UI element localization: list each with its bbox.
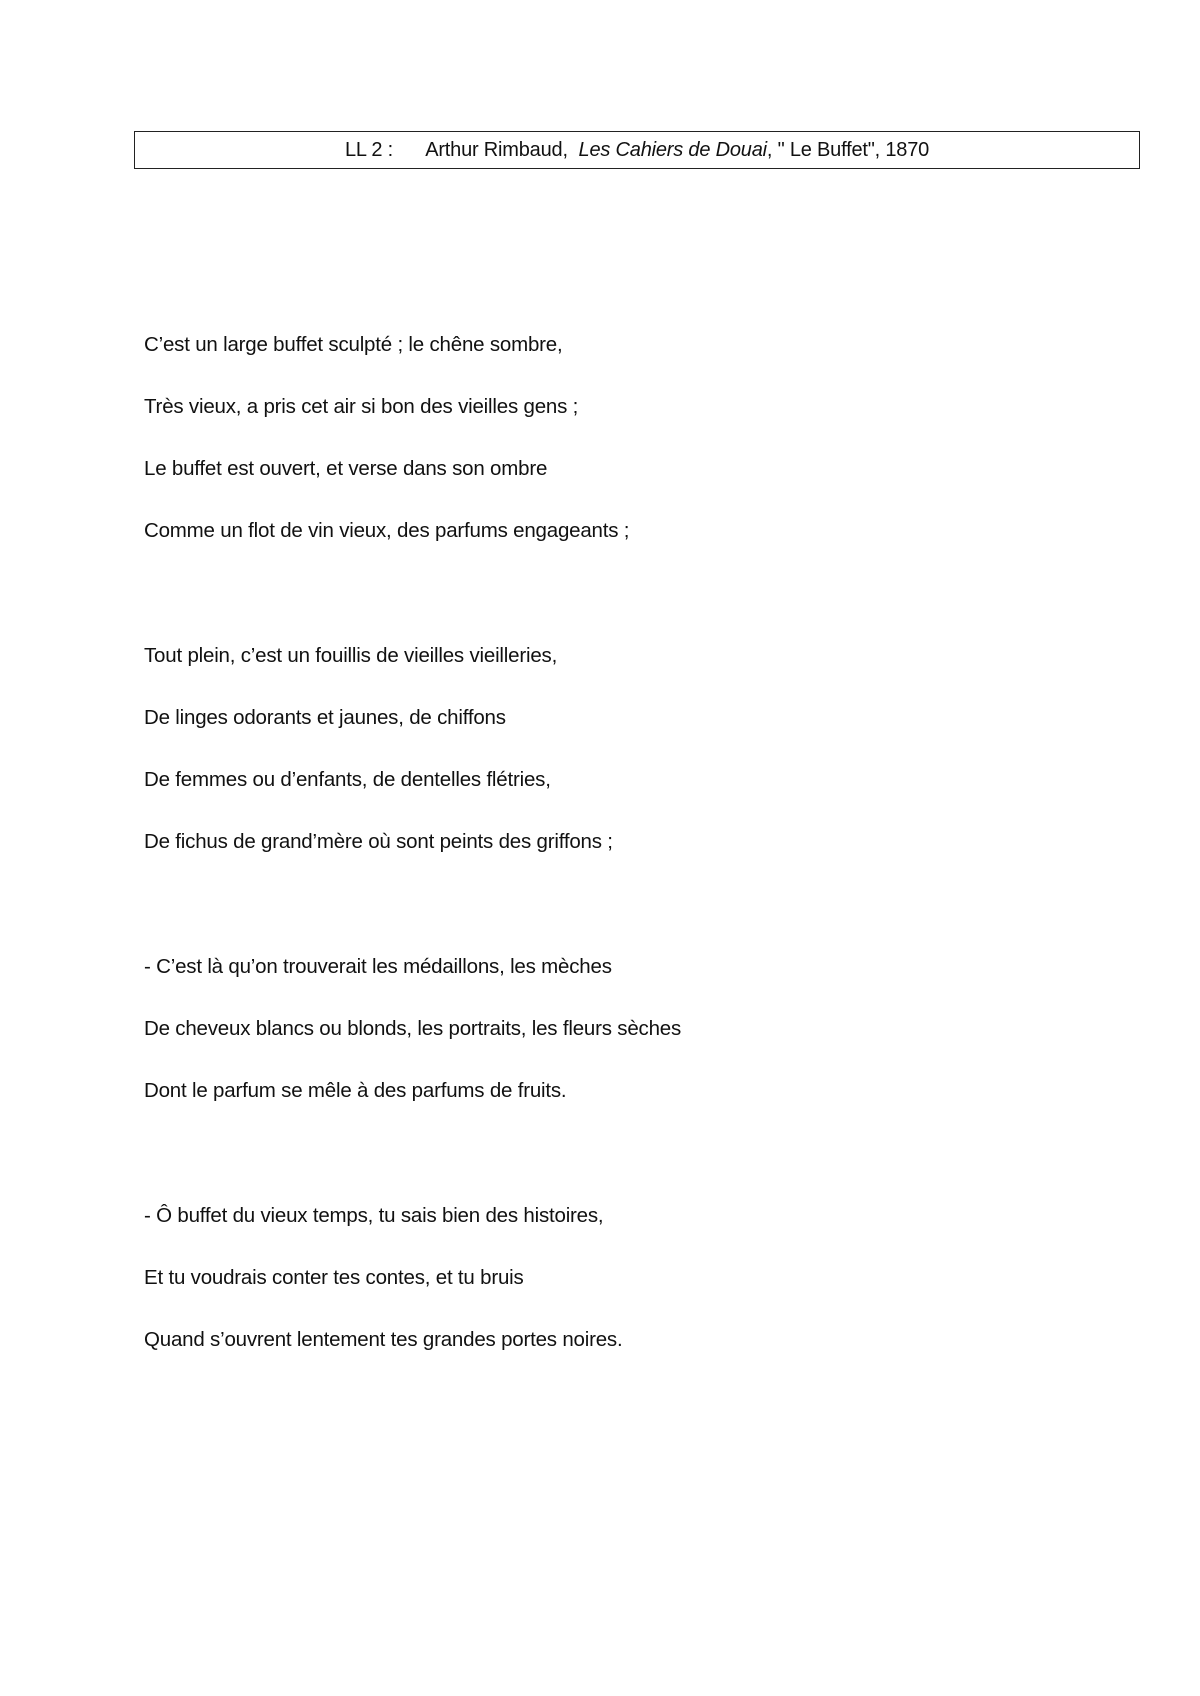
poem-line: De cheveux blancs ou blonds, les portraits, les fleurs sèches [144,1017,682,1040]
poem-line: De femmes ou d’enfants, de dentelles flétries, [144,768,551,791]
poem-line: - C’est là qu’on trouverait les médaillons, les mèches [144,955,612,978]
poem-line: C’est un large buffet sculpté ; le chêne sombre, [144,333,563,356]
poem-title-and-year: , " Le Buffet", 1870 [766,138,930,161]
poem-line: Quand s’ouvrent lentement tes grandes portes noires. [144,1328,623,1351]
collection-title: Les Cahiers de Douai [578,138,767,161]
poem-line: Comme un flot de vin vieux, des parfums engageants ; [144,519,630,542]
title-box [134,131,1140,169]
author-name: Arthur Rimbaud, [425,138,568,161]
lesson-label: LL 2 : [344,138,394,161]
poem-line: Dont le parfum se mêle à des parfums de fruits. [144,1079,567,1102]
poem-line: De fichus de grand’mère où sont peints des griffons ; [144,830,613,853]
poem-line: Le buffet est ouvert, et verse dans son ombre [144,457,548,480]
poem-line: - Ô buffet du vieux temps, tu sais bien des histoires, [144,1204,604,1227]
poem-line: Tout plein, c’est un fouillis de vieilles vieilleries, [144,644,558,667]
poem-line: Et tu voudrais conter tes contes, et tu bruis [144,1266,524,1289]
poem-line: Très vieux, a pris cet air si bon des vieilles gens ; [144,395,579,418]
poem-line: De linges odorants et jaunes, de chiffons [144,706,506,729]
